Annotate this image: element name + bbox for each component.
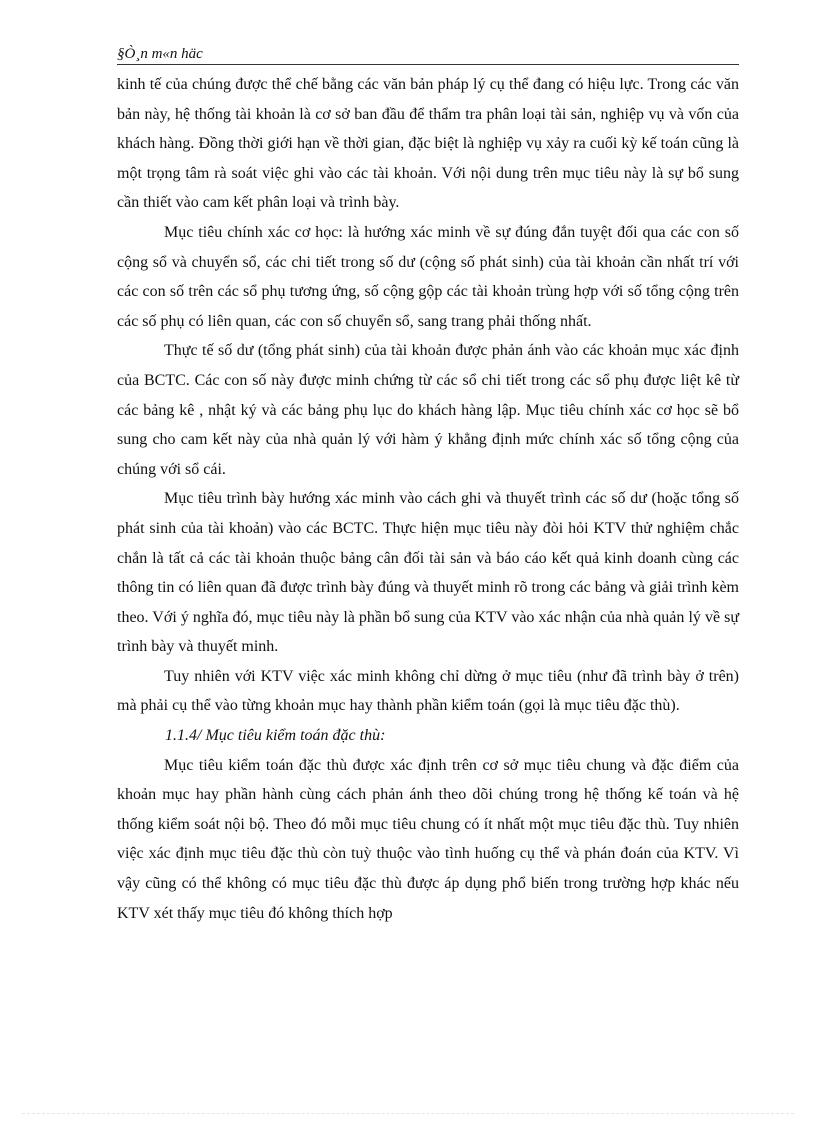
paragraph-specific-objective: Mục tiêu kiểm toán đặc thù được xác định trên cơ sở mục tiêu chung và đặc điểm của khoản mục hay phần hành cùng cách phản ánh theo dõi chúng trong hệ thống kế toán và hệ thống kiểm soát nội bộ. Theo đó mỗi mục tiêu chung có ít nhất một mục tiêu đặc thù. Tuy nhiên việc xác định mục tiêu đặc thù còn tuỳ thuộc vào tình huống cụ thể và phán đoán của KTV. Vì vậy cũng có thể không có mục tiêu đặc thù được áp dụng phổ biến trong trường hợp khác nếu KTV xét thấy mục tiêu đó không thích hợp <box>117 756 739 922</box>
paragraph-balance-reflection: Thực tế số dư (tổng phát sinh) của tài khoản được phản ánh vào các khoản mục xác định của BCTC. Các con số này được minh chứng từ các sổ chi tiết trong các sổ phụ được liệt kê từ các bảng kê , nhật ký và các bảng phụ lục do khách hàng lập. Mục tiêu chính xác cơ học sẽ bổ sung cho cam kết này của nhà quản lý với hàm ý khẳng định mức chính xác số tổng cộng của chúng với sổ cái. <box>117 342 739 478</box>
paragraph-ktv-verification: Tuy nhiên với KTV việc xác minh không chỉ dừng ở mục tiêu (như đã trình bày ở trên) mà phải cụ thể vào từng khoản mục hay thành phần kiểm toán (gọi là mục tiêu đặc thù). <box>117 667 739 715</box>
page-bottom-divider <box>22 1113 794 1114</box>
paragraph-mechanical-accuracy: Mục tiêu chính xác cơ học: là hướng xác minh về sự đúng đắn tuyệt đối qua các con số cộng sổ và chuyển sổ, các chi tiết trong số dư (cộng số phát sinh) của tài khoản cần nhất trí với các con số trên các sổ phụ tương ứng, số cộng gộp các tài khoản trùng hợp với số tổng cộng trên các số phụ có liên quan, các con số chuyển sổ, sang trang phải thống nhất. <box>117 223 739 330</box>
paragraph-continuation: kinh tế của chúng được thể chế bằng các văn bản pháp lý cụ thể đang có hiệu lực. Trong các văn bản này, hệ thống tài khoản là cơ sở ban đầu để thẩm tra phân loại tài sản, nghiệp vụ và vốn của khách hàng. Đồng thời giới hạn về thời gian, đặc biệt là nghiệp vụ xảy ra cuối kỳ kế toán cũng là một trọng tâm rà soát việc ghi vào các tài khoản. Với nội dung trên mục tiêu này là sự bổ sung cần thiết vào cam kết phân loại và trình bày. <box>117 76 739 212</box>
document-body <box>117 70 739 928</box>
section-heading: 1.1.4/ Mục tiêu kiểm toán đặc thù: <box>165 727 386 745</box>
paragraph-presentation-objective: Mục tiêu trình bày hướng xác minh vào cách ghi và thuyết trình các số dư (hoặc tổng số phát sinh của tài khoản) vào các BCTC. Thực hiện mục tiêu này đòi hỏi KTV thử nghiệm chắc chắn là tất cả các tài khoản thuộc bảng cân đối tài sản và báo cáo kết quả kinh doanh cùng các thông tin có liên quan đã được trình bày đúng và thuyết minh rõ trong các bảng và giải trình kèm theo. Với ý nghĩa đó, mục tiêu này là phần bổ sung của KTV vào xác nhận của nhà quản lý về sự trình bày và thuyết minh. <box>117 490 739 656</box>
page-header: §Ò¸n m«n häc <box>117 44 739 65</box>
